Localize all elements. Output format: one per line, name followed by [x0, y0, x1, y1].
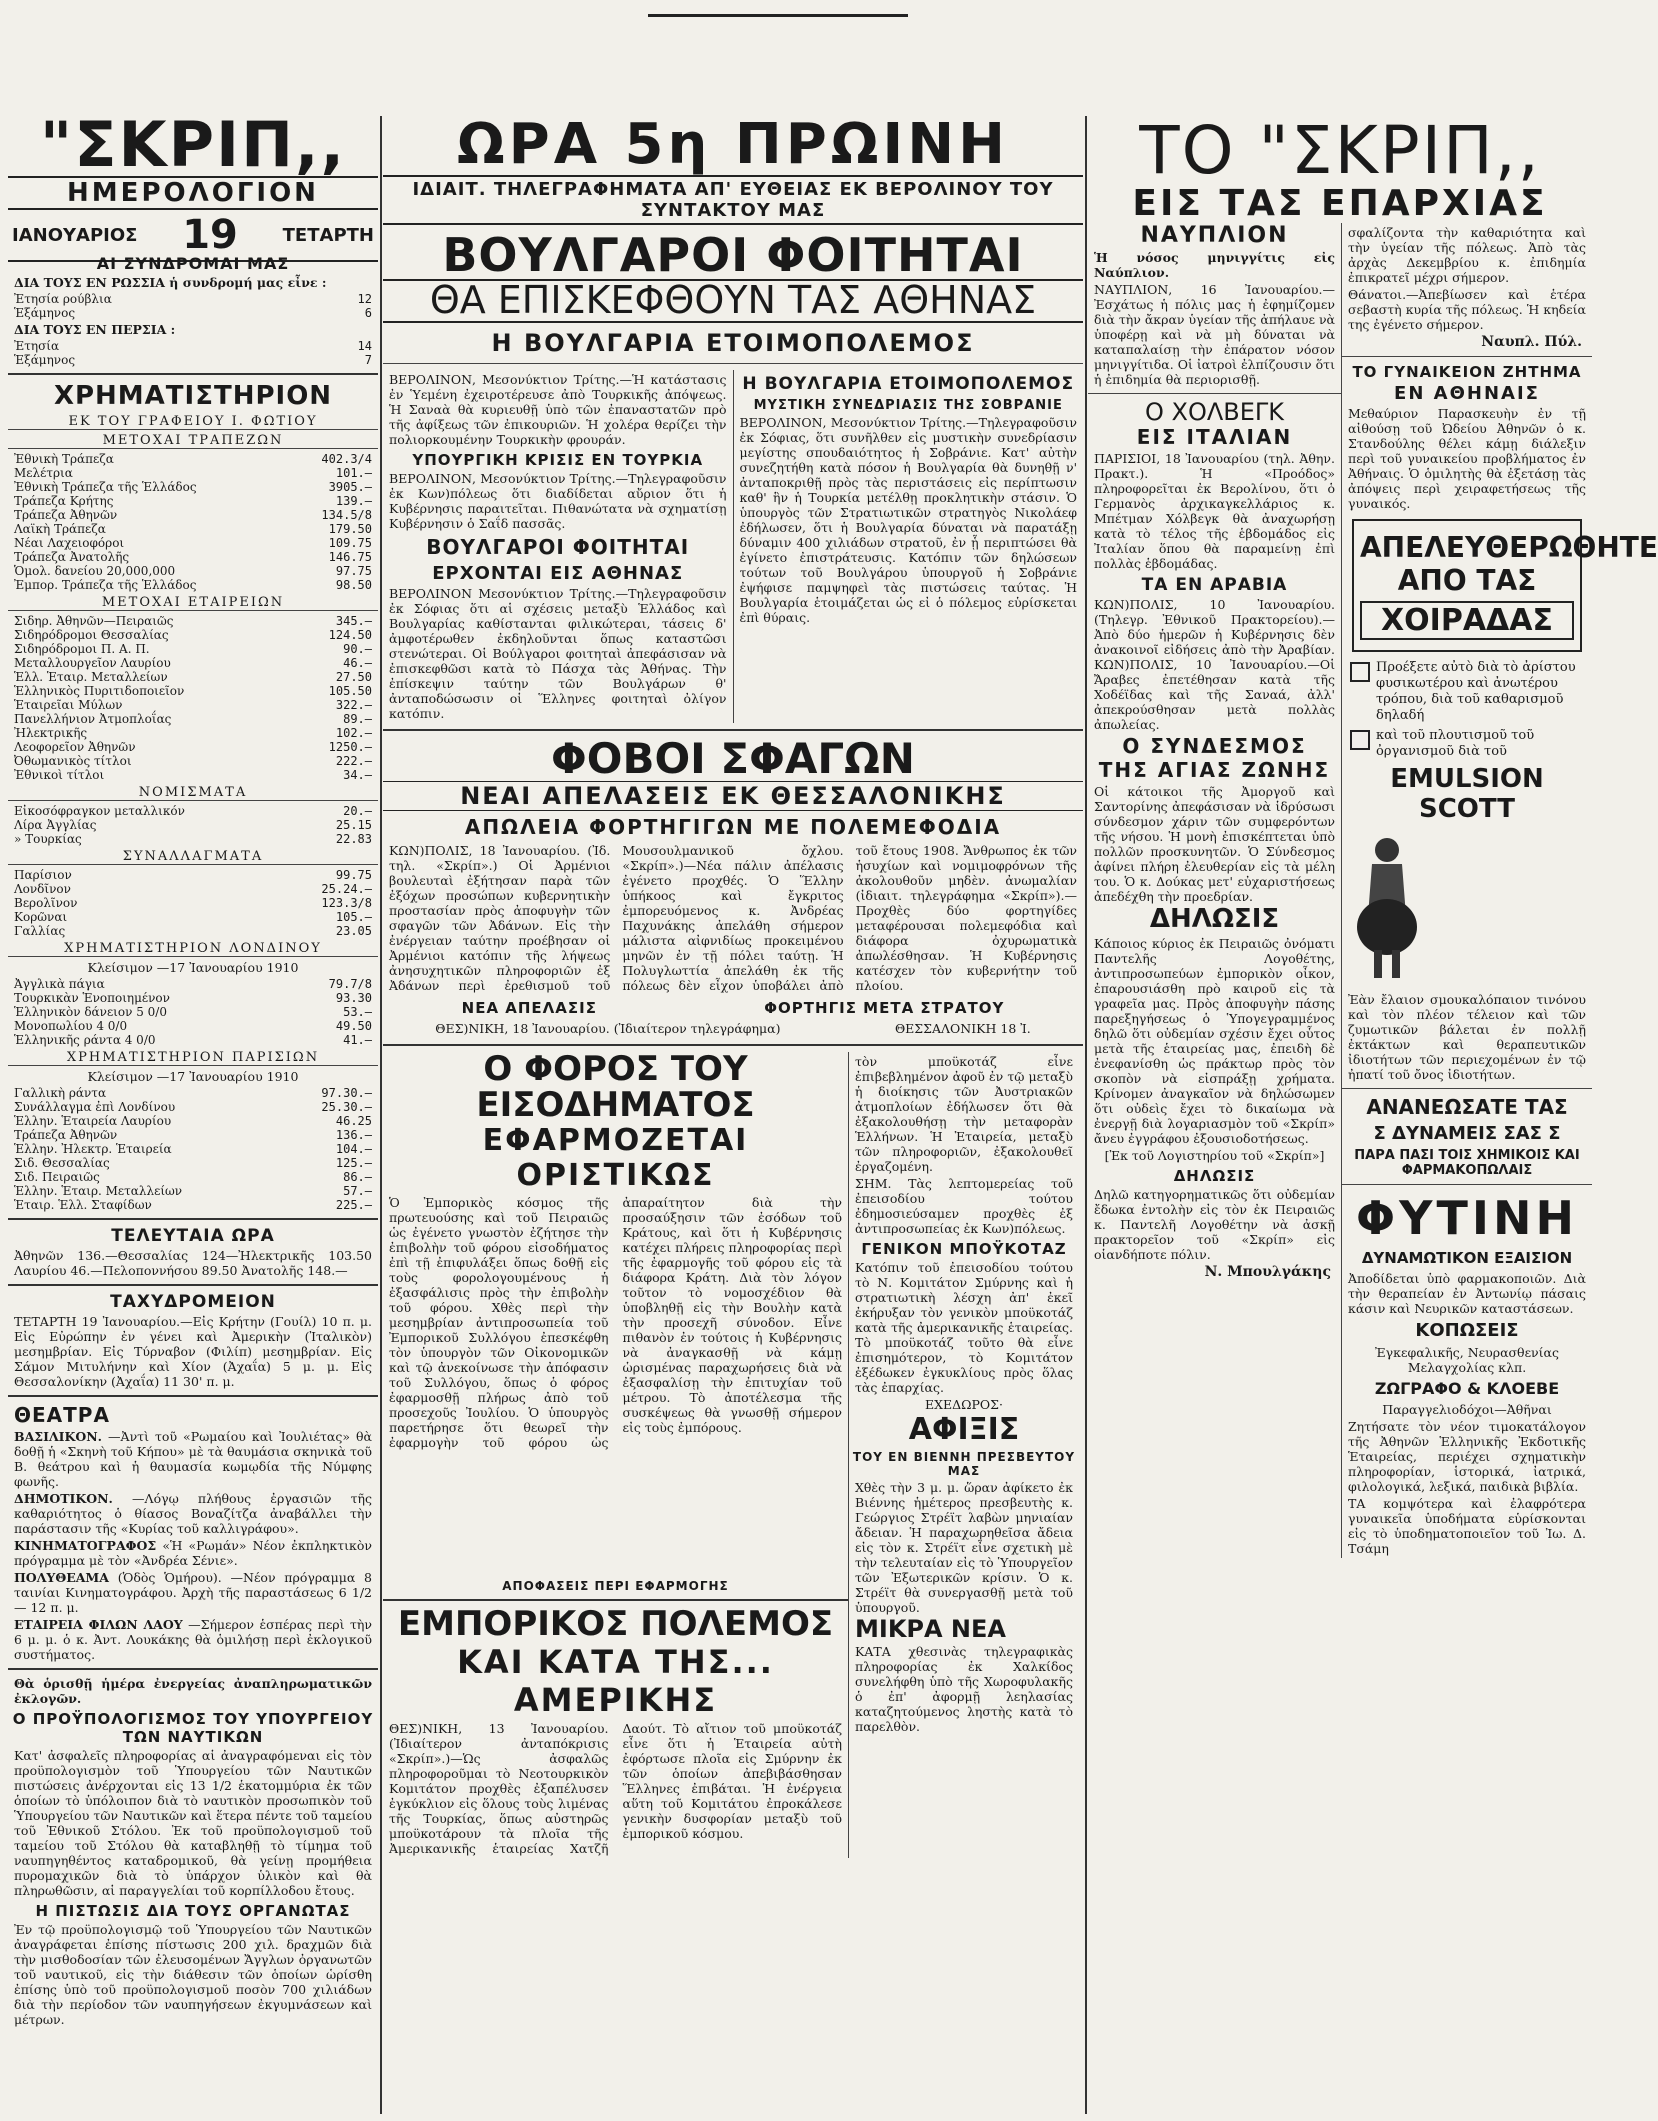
boycott-text: τὸν μποϋκοτάζ εἶνε ἐπιβεβλημένον ἀφοῦ ἐν τῷ μεταξὺ ἡ διοίκησις τῶν Ἀυστριακῶν ἀτμοπλοίων ἐδήλωσεν ὅτι θὰ ἐξακολουθήσῃ τὴν μεταφορὰν Ἑλλήνων. Ἡ Ἑταιρεία, μεταξὺ τῶν πληροφοριῶν, ἐξακολουθεῖ ἐργαζομένη. [855, 1054, 1073, 1175]
ad1-sub: ΧΟΙΡΑΔΑΣ [1360, 601, 1574, 640]
sub-row: Ἐτησία 14 [14, 339, 372, 353]
row-value: 97.75 [335, 564, 372, 578]
ad2-brand: EMULSION SCOTT [1390, 764, 1544, 825]
table-row [14, 1033, 372, 1047]
row-label: Λεοφορεῖον Ἀθηνῶν [14, 740, 136, 754]
fear-headline: ΦΟΒΟΙ ΣΦΑΓΩΝ [551, 733, 915, 783]
row-value: 86.— [343, 1170, 372, 1184]
row-value: 34.— [343, 768, 372, 782]
subscriptions-title: ΑΙ ΣΥΝΔΡΟΜΑΙ ΜΑΣ [96, 254, 290, 273]
news-text: ΚΑΤΑ χθεσινὰς τηλεγραφικὰς πληροφορίας ἐκ Χαλκίδος συνελήφθη ὑπὸ τῆς Χωροφυλακῆς ὁ ἐπ' ἀφορμῇ λεηλασίας καταζητούμενος ληστὴς κατὰ τὸ παρελθὸν. [855, 1643, 1073, 1734]
ad-scrofula [1352, 519, 1658, 652]
row-value: 225.— [335, 1198, 372, 1212]
table-row [14, 642, 372, 656]
navy-budget-title: Ο ΠΡΟΫΠΟΛΟΓΙΣΜΟΣ ΤΟΥ ΥΠΟΥΡΓΕΙΟΥ ΤΩΝ ΝΑΥΤΙΚΩΝ [12, 1710, 374, 1746]
row-label: Σιδ. Πειραιῶς [14, 1170, 100, 1184]
masthead [8, 108, 378, 262]
ad1-title: ΑΠΕΛΕΥΘΕΡΩΘΗΤΕ ΑΠΟ ΤΑΣ [1360, 531, 1658, 598]
declaration-title: ΔΗΛΩΣΙΣ [1149, 904, 1280, 935]
tax-decisions: ΑΠΟΦΑΣΕΙΣ ΠΕΡΙ ΕΦΑΡΜΟΓΗΣ [502, 1579, 729, 1594]
row-value: 125.— [335, 1156, 372, 1170]
date-weekday: ΤΕΤΑΡΤΗ [282, 224, 374, 246]
ad4-sub: ΔΥΝΑΜΩΤΙΚΟΝ ΕΞΑΙΣΙΟΝ [1361, 1249, 1573, 1268]
row-value: 3905.— [328, 480, 372, 494]
tax-text: Ὁ Ἐμπορικὸς κόσμος τῆς πρωτευούσης καὶ τοῦ Πειραιῶς ὡς ἐγένετο γνωστὸν ἐζήτησε τὴν ἐπιβολὴν τοῦ φόρου εἰσοδήματος ἐπὶ τῇ ἐπιφυλάξει ὅπως δοθῇ εἰς τοὺς φορολογουμένους ἡ ἐξασφάλισις πρὸς τὴν ἐπιβολὴν τοῦ φόρου. Χθὲς περὶ τὴν μεσημβρίαν ἀντιπροσωπεία τοῦ Ἐμπορικοῦ Συλλόγου ἐπεσκέφθη τὸν ὑπουργὸν τῶν Οἰκονομικῶν καὶ τῷ ἀνεκοίνωσε τὴν ἀπόφασιν τοῦ Συλλόγου, ὅπως ὁ φόρος ἐφαρμοσθῇ πλήρως ἀπὸ τοῦ προσεχοῦς Ἰουλίου. Ὁ ὑπουργὸς παρετήρησε ὅτι θεωρεῖ τὴν ἐφαρμογὴν τοῦ φόρου ὡς ἀπαραίτητον διὰ τὴν προσαύξησιν τῶν ἐσόδων τοῦ Κράτους, καὶ ὅτι ἡ Κυβέρνησις κατέχει πλήρεις πληροφορίας περὶ τῆς ἐφαρμογῆς τοῦ φόρου εἰς τὰ διάφορα Κράτη. Διὰ τὸν λόγον τοῦτον τὸ νομοσχέδιον θὰ ὑποβληθῇ εἰς τὴν Βουλὴν κατὰ τὴν προσεχῆ σύνοδον. Εἶνε πιθανὸν ἐν τούτοις ἡ Κυβέρνησις νὰ ἀναγκασθῇ νὰ κάμῃ ὡρισμένας παραχωρήσεις διὰ νὰ ἐξασφαλίσῃ τὴν ἐπιτυχίαν τοῦ μέτρου. Τὸ ἀποτέλεσμα τῆς συσκέψεως θὰ γνωσθῇ σήμερον εἰς τοὺς ἐμπόρους. [389, 1195, 842, 1451]
row-value: 105.— [335, 910, 372, 924]
holbek-title: Ο ΧΟΛΒΕΓΚ [1144, 398, 1284, 427]
table-row [14, 991, 372, 1005]
tax-sub: ΕΦΑΡΜΟΖΕΤΑΙ ΟΡΙΣΤΙΚΩΣ [482, 1123, 749, 1194]
nafplion-sign: Ναυπλ. Πύλ. [1481, 334, 1582, 351]
post-title: ΤΑΧΥΔΡΟΜΕΙΟΝ [110, 1292, 276, 1312]
sep-mark: ΕΧΕΔΩΡΟΣ· [924, 1397, 1003, 1413]
main-tagline: ΙΔΙΑΙΤ. ΤΗΛΕΓΡΑΦΗΜΑΤΑ ΑΠ' ΕΥΘΕΙΑΣ ΕΚ ΒΕΡΟΛΙΝΟΥ ΤΟΥ ΣΥΝΤΑΚΤΟΥ ΜΑΣ [383, 175, 1083, 225]
currency-title: ΝΟΜΙΣΜΑΤΑ [8, 785, 378, 801]
declaration2-title: ΔΗΛΩΣΙΣ [1173, 1166, 1256, 1185]
shoes-text: ΤΑ κομψότερα καὶ ἐλαφρότερα γυναικεῖα ὑποδήματα εὑρίσκονται εἰς τὸ ὑποδηματοποιεῖον τοῦ Ἰω. Δ. Τσάμη [1348, 1496, 1586, 1557]
zoni-title: Ο ΣΥΝΔΕΣΜΟΣ [1122, 734, 1307, 759]
row-value: 90.— [343, 642, 372, 656]
theater-item [14, 1491, 372, 1536]
bills-title: ΣΥΝΑΛΛΑΓΜΑΤΑ [8, 849, 378, 865]
theater-text: —Σήμερον ἑσπέρας περὶ τὴν 6 μ. μ. ὁ κ. Ἀντ. Λουκάκης θὰ ὁμιλήσῃ περὶ ἐκλογικοῦ συστήματος. [14, 1617, 372, 1662]
theater-name: ΔΗΜΟΤΙΚΟΝ. [14, 1491, 113, 1506]
sub-row: Ἐτησία ρούβλια 12 [14, 292, 372, 306]
checkbox-square-icon [1350, 662, 1370, 682]
row-label: Εἰκοσόφραγκον μεταλλικόν [14, 804, 185, 818]
news-title: ΜΙΚΡΑ ΝΕΑ [855, 1614, 1006, 1643]
date-month: ΙΑΝΟΥΑΡΙΟΣ [12, 224, 138, 246]
declaration2-text: Δηλῶ κατηγορηματικῶς ὅτι οὐδεμίαν ἔδωκα ἐντολὴν εἰς τὸν ἐκ Πειραιῶς κ. Παντελῆ Λογοθέτην νὰ ἀσκῇ πρακτορεῖον τοῦ «Σκρίπ» εἰς οἱανδήποτε πόλιν. [1094, 1186, 1335, 1262]
ad2-item: Προέξετε αὐτὸ διὰ τὸ ἀρίστου φυσικωτέρου καὶ ἀνωτέρου τρόπου, διὰ τοῦ καθαρισμοῦ δηλαδή [1350, 660, 1584, 724]
row-value: 134.5/8 [321, 508, 372, 522]
holbek-text: ΠΑΡΙΣΙΟΙ, 18 Ἰανουαρίου (τηλ. Ἀθην. Πρακτ.). Ἡ «Προόδος» πληροφορεῖται ἐκ Βερολίνου, ὅτι ὁ Γερμανὸς ἀρχικαγκελλάριος κ. Μπέτμαν Χόλβεγκ θὰ ἀναχωρήσῃ κατὰ τὸ τέλος τῆς ἑβδομάδος εἰς Ἰταλίαν ὅπου θὰ παραμείνῃ ἐπὶ πολλὰς ἑβδομάδας. [1094, 451, 1335, 572]
ad4-place: Παραγγελιοδόχοι—Ἀθῆναι [1382, 1402, 1552, 1418]
students-title2: ΒΟΥΛΓΑΡΟΙ ΦΟΙΤΗΤΑΙ [426, 534, 690, 559]
shm-note: ΣΗΜ. Τὰς λεπτομερείας τοῦ ἐπεισοδίου τούτου ἐδημοσιεύσαμεν προχθὲς ἐξ ἀντιπροσωπείας ἐκ Κων)πόλεως. [855, 1176, 1073, 1237]
table-row [14, 1198, 372, 1212]
row-value: 22.83 [335, 832, 372, 846]
nafplion-text: ΝΑΥΠΛΙΟΝ, 16 Ἰανουαρίου.—Ἐσχάτως ἡ πόλις μας ἡ ἐφημίζομεν διὰ τὴν ἄκραν ὑγείαν τῆς ἀπήλαυε νὰ ὑποφέρῃ καὶ νὰ μὴ δύναται νὰ καταπαλαίσῃ τὴν ἐπάρατον νόσον μηνιγγίτιδα. Οἱ ἰατροὶ ἐλπίζουσιν ὅτι ἡ ἐπιδημία θὰ περιορισθῇ. [1094, 282, 1335, 388]
ship-text: ΘΕΣΣΑΛΟΝΙΚΗ 18 Ἰ. [894, 1021, 1031, 1037]
row-label: Ἐθνικὴ Τράπεζα [14, 452, 114, 466]
theaters-title: ΘΕΑΤΡΑ [14, 1403, 110, 1427]
row-label: Ἐθνικὴ Τράπεζα τῆς Ἑλλάδος [14, 480, 197, 494]
zoni-sub: ΤΗΣ ΑΓΙΑΣ ΖΩΝΗΣ [1098, 758, 1331, 783]
theater-text: —Ἀντὶ τοῦ «Ρωμαίου καὶ Ἰουλιέτας» θὰ δοθῇ ἡ «Σκηνὴ τοῦ Κήπου» μὲ τὰ θαυμάσια σκηνικὰ τοῦ Β. θεάτρου καὶ ἡ θαυμασία κωμῳδία τῆς Νύμφης φωνῆς. [14, 1429, 372, 1489]
row-label: Ἑλληνικὸν δάνειον 5 0/0 [14, 1005, 167, 1019]
row-label: Βερολῖνον [14, 896, 78, 910]
table-row [14, 740, 372, 754]
row-label: Ἑλλην. Ἠλεκτρ. Ἑταιρεία [14, 1142, 172, 1156]
row-value: 89.— [343, 712, 372, 726]
table-row [14, 578, 372, 592]
table-row [14, 832, 372, 846]
bottom-text: Ζητήσατε τὸν νέον τιμοκατάλογον τῆς Ἀθηνῶν Ἑλληνικῆς Ἐκδοτικῆς Ἑταιρείας, περιέχει σχηματικὴν πληροφορίαν, ἱστορικά, ἰατρικά, φιλολογικά, λεξικά, παιδικὰ βιβλία. [1348, 1419, 1586, 1495]
arabia-title: ΤΑ ΕΝ ΑΡΑΒΙΑ [1141, 575, 1288, 596]
bulg-sub: ΜΥΣΤΙΚΗ ΣΥΝΕΔΡΙΑΣΙΣ ΤΗΣ ΣΟΒΡΑΝΙΕ [753, 397, 1063, 413]
row-label: Τράπεζα Κρήτης [14, 494, 114, 508]
newspaper-page [8, 6, 1658, 2114]
declaration-sig: [Ἐκ τοῦ Λογιστηρίου τοῦ «Σκρίπ»] [1104, 1147, 1325, 1163]
row-value: 79.7/8 [328, 977, 372, 991]
crisis-title: ΥΠΟΥΡΓΙΚΗ ΚΡΙΣΙΣ ΕΝ ΤΟΥΡΚΙΑ [412, 450, 704, 469]
table-row [14, 1114, 372, 1128]
exchange-title: ΧΡΗΜΑΤΙΣΤΗΡΙΟΝ [53, 381, 333, 411]
theater-item [14, 1538, 372, 1568]
bulgaria-headline: Η ΒΟΥΛΓΑΡΙΑ ΕΤΟΙΜΟΠΟΛΕΜΟΣ [491, 328, 975, 357]
row-value: 27.50 [335, 670, 372, 684]
column-rule [1085, 116, 1087, 2114]
table-row [14, 910, 372, 924]
ad4-k-text: Ἐγκεφαλικῆς, Νευρασθενίας Μελαγχολίας κλπ. [1375, 1345, 1559, 1376]
row-label: Τράπεζα Ἀνατολῆς [14, 550, 130, 564]
column-rule [380, 116, 382, 2114]
holbek-sub: ΕΙΣ ΙΤΑΛΙΑΝ [1136, 425, 1293, 450]
crisis-text: ΒΕΡΟΛΙΝΟΝ, Μεσονύκτιον Τρίτης.—Τηλεγραφοῦσιν ἐκ Κων)πόλεως ὅτι διαδίδεται αὔριον ὅτι ἡ Κυβέρνησις παραιτεῖται. Πιθανώτατα νὰ σχηματίσῃ Κυβέρνησιν ὁ Σαΐδ πασσᾶς. [389, 470, 727, 531]
fear-sub: ΝΕΑΙ ΑΠΕΛΑΣΕΙΣ ΕΚ ΘΕΣΣΑΛΟΝΙΚΗΣ [383, 781, 1083, 811]
navy-budget-text: Κατ' ἀσφαλεῖς πληροφορίας αἱ ἀναγραφόμεναι εἰς τὸν προϋπολογισμὸν τοῦ Ὑπουργείου τῶν Ναυτικῶν πιστώσεις ἀνέρχονται εἰς 13 1/2 ἑκατομμύρια ἐκ τῶν ὁποίων τὸ ὑπόλοιπον διὰ τὸ ναυτικὸν προσωπικὸν τοῦ Ὑπουργείου τῶν Ναυτικῶν καὶ ἕτερα πέντε τοῦ ταμείου τοῦ Ἐθνικοῦ Στόλου. Ἐκ τοῦ προϋπολογισμοῦ τοῦ ταμείου τοῦ Στόλου θὰ καταβληθῇ τὸ τίμημα τοῦ ναυπηγηθέντος καταδρομικοῦ, θὰ γείνῃ προμήθεια πυρομαχικῶν διὰ τὸ ὑπάρχον ὑλικὸν καὶ θὰ πληρωθῶσιν, αἱ παραγγελίαι τοῦ κορπίλλοδου ἔτους. [14, 1748, 372, 1898]
table-row [14, 868, 372, 882]
row-label: Μονοπωλίου 4 0/0 [14, 1019, 128, 1033]
banks-title: ΜΕΤΟΧΑΙ ΤΡΑΠΕΖΩΝ [8, 433, 378, 449]
table-row [14, 684, 372, 698]
row-label: Σιδηρόδρομοι Π. Α. Π. [14, 642, 150, 656]
column-center [383, 112, 1083, 2114]
new-expulsion-title: ΝΕΑ ΑΠΕΛΑΣΙΣ [461, 999, 597, 1018]
table-row [14, 698, 372, 712]
table-row [14, 818, 372, 832]
theater-item [14, 1570, 372, 1615]
ad4-text: Ἀποδίδεται ὑπὸ φαρμακοποιῶν. Διὰ τὴν θεραπείαν ἐν Ἀντωνίῳ πάσαις κάσιν καὶ Νευρικῶν καταστάσεων. [1348, 1271, 1586, 1317]
theater-name: ΚΙΝΗΜΑΤΟΓΡΑΦΟΣ [14, 1538, 157, 1553]
deaths-text: Θάνατοι.—Ἀπεβίωσεν καὶ ἑτέρα σεβαστὴ κυρία τῆς πόλεως. Ἡ κηδεία της ἐγένετο σήμερον. [1348, 287, 1586, 333]
row-label: Λίρα Ἀγγλίας [14, 818, 97, 832]
table-row [14, 1156, 372, 1170]
london-sub: Κλείσιμον —17 Ἰανουαρίου 1910 [87, 960, 299, 975]
exchange-source: ΕΚ ΤΟΥ ΓΡΑΦΕΙΟΥ Ι. ΦΩΤΙΟΥ [8, 414, 378, 430]
row-value: 179.50 [328, 522, 372, 536]
row-value: 123.3/8 [321, 896, 372, 910]
table-row [14, 522, 372, 536]
row-value: 98.50 [335, 578, 372, 592]
row-value: 102.— [335, 726, 372, 740]
row-value: 139.— [335, 494, 372, 508]
students-sub: ΘΑ ΕΠΙΣΚΕΦΘΟΥΝ ΤΑΣ ΑΘΗΝΑΣ [383, 279, 1083, 323]
last-hour-title: ΤΕΛΕΥΤΑΙΑ ΩΡΑ [111, 1226, 275, 1246]
row-value: 25.30.— [321, 1100, 372, 1114]
women-sub: ΕΝ ΑΘΗΝΑΙΣ [1394, 383, 1540, 405]
bulg-text: ΒΕΡΟΛΙΝΟΝ, Μεσονύκτιον Τρίτης.—Τηλεγραφοῦσιν ἐκ Σόφιας, ὅτι συνῆλθεν εἰς μυστικὴν συνεδρίασιν μεγίστης σπουδαιότητος ἡ Σοβράνιε. Κατ' αὐτὴν συνεζητήθη κατὰ πόσον ἡ Βουλγαρία θὰ δυνηθῇ ν' ἀνταποκριθῇ πρὸς τὰς περιστάσεις εἰς περίπτωσιν καθ' ἣν ἡ Τουρκία μετέλθῃ προκλητικὴν στάσιν. Ὁ ὑπουργὸς τῶν Στρατιωτικῶν στρατηγὸς Νικολάεφ ἐδήλωσεν, ὅτι ἡ Βουλγαρία δύναται νὰ παρατάξῃ δύναμιν 400 χιλιάδων στρατοῦ, ἐν ᾗ περιπτώσει θὰ ἐγίνετο ἐπιστράτευσις. Κατόπιν τῶν δηλώσεων τούτων τοῦ Βουλγάρου ὑπουργοῦ ἡ Σοβράνιε ἐψήφισε παμψηφεὶ τὰς πιστώσεις ταύτας. Ἡ Βουλγαρία ἑτοιμάζεται ὡς εἰ ὁ πόλεμος εὑρίσκεται ἐπὶ θύραις. [739, 414, 1077, 625]
sub-row: Ἑξάμηνος 6 [14, 306, 372, 320]
table-row [14, 1184, 372, 1198]
row-label: Τουρκικὰν Ἑνοποιημένον [14, 991, 170, 1005]
london-list [8, 977, 378, 1047]
row-label: Ἑλληνικῆς ράντα 4 0/0 [14, 1033, 156, 1047]
theater-item [14, 1617, 372, 1662]
paris-list [8, 1086, 378, 1212]
arrival-title: ΑΦΙΞΙΣ [908, 1412, 1020, 1448]
table-row [14, 1086, 372, 1100]
row-value: 41.— [343, 1033, 372, 1047]
sub-row: Ἑξάμηνος 7 [14, 353, 372, 367]
declaration-text: Κάποιος κύριος ἐκ Πειραιῶς ὀνόματι Παντελῆς Λογοθέτης, ἀντιπροσωπεύων ἐμπορικὸν οἶκον, ἐπαρουσιάσθη πρὸ καιροῦ εἰς τὰ γραφεῖα μας. Πρὸς ἀποφυγὴν πάσης παρεξηγήσεως ὁ Ὑπογεγραμμένος δηλῶ ὅτι οὐδεμίαν σχέσιν ἔχει οὗτος μετὰ τῆς ἑταιρείας μας, ἐπειδὴ δὲ ἐνεφανίσθη ὡς πράκτωρ πρὸς τὸν σκοπὸν νὰ εἰσπράξῃ χρήματα. Κρίνομεν ἀναγκαῖον νὰ δηλώσωμεν ὅτι οὐδεὶς ἔχει τὸ δικαίωμα νὰ ἐνεργῇ διὰ λογαριασμὸν τοῦ «Σκρίπ» ἄνευ ἐγγράφου ἐξουσιοδοτήσεως. [1094, 935, 1335, 1146]
table-row [14, 1128, 372, 1142]
trade-headline: ΕΜΠΟΡΙΚΟΣ ΠΟΛΕΜΟΣ [397, 1604, 834, 1645]
ad4-sig: ΖΩΓΡΑΦΟ & ΚΛΟΕΒΕ [1374, 1379, 1560, 1399]
table-row [14, 494, 372, 508]
table-row [14, 628, 372, 642]
table-row [14, 550, 372, 564]
provinces-sub: ΕΙΣ ΤΑΣ ΕΠΑΡΧΙΑΣ [1132, 183, 1548, 225]
row-label: Γαλλίας [14, 924, 66, 938]
row-label: Ἑλλην. Ἑταιρεία Λαυρίου [14, 1114, 172, 1128]
row-value: 136.— [335, 1128, 372, 1142]
ad2-item: καὶ τοῦ πλουτισμοῦ τοῦ ὀργανισμοῦ διὰ τοῦ [1350, 728, 1584, 760]
theater-item [14, 1429, 372, 1489]
row-value: 53.— [343, 1005, 372, 1019]
thess-text: ΘΕΣ)ΝΙΚΗ, 18 Ἰανουαρίου. (Ἰδιαίτερον τηλεγράφημα) [435, 1021, 781, 1037]
ad2-text: Ἐὰν ἔλαιον σμουκαλόπαιον τινόνου καὶ τὸν πλέον τέλειον καὶ τῶν ζυμωτικῶν βάλεται ἐν πολλῇ ἐκτάκτων καὶ θεραπευτικῶν ἰδιοτήτων τῶν περιεχομένων ἐν τῷ ἠπατί τοῦ ὄνος ἰδιοτήτων. [1348, 992, 1586, 1083]
row-value: 322.— [335, 698, 372, 712]
ad3-sub2: ΠΑΡΑ ΠΑΣΙ ΤΟΙΣ ΧΗΜΙΚΟΙΣ ΚΑΙ ΦΑΡΜΑΚΟΠΩΛΑΙΣ [1354, 1148, 1580, 1179]
row-value: 93.30 [335, 991, 372, 1005]
nafplion-lead: Ἡ νόσος μηνιγγίτις εἰς Ναύπλιον. [1094, 250, 1335, 281]
provinces-title: ΤΟ "ΣΚΡΙΠ,, [1139, 112, 1541, 189]
row-label: Πανελλήνιον Ἀτμοπλοΐας [14, 712, 172, 726]
row-value: 345.— [335, 614, 372, 628]
row-label: Γαλλικὴ ράντα [14, 1086, 107, 1100]
row-label: Τράπεζα Ἀθηνῶν [14, 1128, 118, 1142]
row-value: 99.75 [335, 868, 372, 882]
ad3-title: ΑΝΑΝΕΩΣΑΤΕ ΤΑΣ [1366, 1095, 1568, 1120]
nafplion-right: σφαλίζοντα τὴν καθαριότητα καὶ τὴν ὑγείαν τῆς πόλεως. Ἀπὸ τὰς ἀρχὰς Δεκεμβρίου κ. ἐπιδημία ἐπικρατεῖ μέχρι σήμερον. [1348, 225, 1586, 286]
table-row [14, 508, 372, 522]
row-label: Συνάλλαγμα ἐπὶ Λονδίνου [14, 1100, 176, 1114]
row-value: 25.24.— [321, 882, 372, 896]
row-value: 1250.— [328, 740, 372, 754]
row-value: 104.— [335, 1142, 372, 1156]
row-value: 222.— [335, 754, 372, 768]
boycott-text2: Κατόπιν τοῦ ἐπεισοδίου τούτου τὸ Ν. Κομιτάτον Σμύρνης καὶ ἡ στρατιωτικὴ λέσχη ἀπ' ἐκεῖ ἐκήρυξαν τὸν γενικὸν μποϋκοτάζ κατὰ τῆς ἀμερικανικῆς ἑταιρείας. Τὸ μποϋκοτάζ τοῦτο θὰ εἶνε ἐπισημότερον, τὸ Κομιτάτον ἐξέδωκεν ἐγκυκλίους πρὸς ὅλας τὰς ἐπαρχίας. [855, 1260, 1073, 1396]
table-row [14, 670, 372, 684]
table-row [14, 726, 372, 740]
fear-sub2: ΑΠΩΛΕΙΑ ΦΟΡΤΗΓΙΓΩΝ ΜΕ ΠΟΛΕΜΕΦΟΔΙΑ [464, 815, 1002, 840]
navy-credit-text: Ἐν τῷ προϋπολογισμῷ τοῦ Ὑπουργείου τῶν Ναυτικῶν ἀναγράφεται ἐπίσης πίστωσις 200 χιλ. δραχμῶν διὰ τὴν μισθοδοσίαν τῶν ἐλευσομένων Ἄγγλων ὀργανωτῶν τοῦ ναυτικοῦ, εἰς τὴν διάθεσιν τῶν ὁποίων ὡρίσθη ἐπίσης ὑπὸ τοῦ προϋπολογισμοῦ ποσὸν 700 χιλιάδων διὰ τὴν περίοδον τῶν ναυπηγήσεων ἐκγυμνάσεων καὶ μέτρων. [14, 1922, 372, 2027]
table-row [14, 452, 372, 466]
theater-name: ΕΤΑΙΡΕΙΑ ΦΙΛΩΝ ΛΑΟΥ [14, 1617, 183, 1632]
nafplion-title: ΝΑΥΠΛΙΟΝ [1140, 223, 1289, 249]
masthead-name: "ΣΚΡΙΠ,, [39, 108, 347, 181]
post-text: ΤΕΤΑΡΤΗ 19 Ἰανουαρίου.—Εἰς Κρήτην (Γουίλ) 10 π. μ. Εἰς Εὐρώπην ἐν γένει καὶ Ἀμερικὴν (Ἰταλικὸν) μεσημβρίαν. Εἰς Τύρναβον (Φιλίπ) μεσημβρίαν. Εἰς Σάμον Μιτυλήνην καὶ Χίον (Ἀχαΐα) 5 μ. μ. Εἰς Θεσσαλονίκην (Ἀχαΐα) 11 30' π. μ. [14, 1314, 372, 1389]
col1-lead: Θὰ ὁρισθῇ ἡμέρα ἐνεργείας ἀναπληρωματικῶν ἐκλογῶν. [14, 1676, 372, 1706]
theater-text: —Λόγῳ πλήθους ἐργασιῶν τῆς καθαριότητος ὁ θίασος Βοναζίτζα ἀναβάλλει τὴν παράστασιν τῆς «Κυρίας τοῦ καλλιγράφου». [14, 1491, 372, 1536]
paris-title: ΧΡΗΜΑΤΙΣΤΗΡΙΟΝ ΠΑΡΙΣΙΩΝ [8, 1050, 378, 1066]
table-row [14, 768, 372, 782]
table-row [14, 896, 372, 910]
column-left [8, 248, 378, 2114]
theater-text: «Ἡ «Ρωμάν» Νέον ἐκπληκτικὸν πρόγραμμα μὲ τὸν «Ἀνδρέα Σένιε». [14, 1538, 372, 1568]
checkbox-square-icon [1350, 730, 1370, 750]
row-label: Λονδῖνον [14, 882, 71, 896]
bulg-title: Η ΒΟΥΛΓΑΡΙΑ ΕΤΟΙΜΟΠΟΛΕΜΟΣ [742, 373, 1075, 394]
table-row [14, 480, 372, 494]
boycott-title: ΓΕΝΙΚΟΝ ΜΠΟΫΚΟΤΑΖ [861, 1240, 1067, 1259]
theater-text: (Ὁδὸς Ὁμήρου). —Νέον πρόγραμμα 8 ταινίαι Κινηματογράφου. Ἀρχὴ τῆς παραστάσεως 6 1/2 — 12 π. μ. [14, 1570, 372, 1615]
row-label: Ἐμπορ. Τράπεζα τῆς Ἑλλάδος [14, 578, 197, 592]
row-label: Σιδ. Θεσσαλίας [14, 1156, 110, 1170]
tax-headline: Ο ΦΟΡΟΣ ΤΟΥ ΕΙΣΟΔΗΜΑΤΟΣ [476, 1049, 755, 1125]
table-row [14, 1019, 372, 1033]
trade-sub: ΚΑΙ ΚΑΤΑ ΤΗΣ... ΑΜΕΡΙΚΗΣ [457, 1643, 774, 1720]
table-row [14, 1100, 372, 1114]
students-text: ΒΕΡΟΛΙΝΟΝ Μεσονύκτιον Τρίτης.—Τηλεγραφοῦσιν ἐκ Σόφιας ὅτι αἱ σχέσεις μεταξὺ Ἑλλάδος καὶ Βουλγαρίας καθίστανται φιλικώτεραι, τάσεις δ' ἀμφοτέρωθεν ἐκδηλοῦνται ὅπως καταστῶσι στενώτεραι. Οἱ Βούλγαροι φοιτηταὶ ἀπεφάσισαν νὰ ἐπισκεφθῶσι κατὰ τὸ Πάσχα τὰς Ἀθήνας. Τὴν ἐπίσκεψιν ταύτην τῶν Βουλγάρων θ' ἀνταποδώσωσιν οἱ Ἕλληνες φοιτηταὶ ὀλίγον κατόπιν. [389, 585, 727, 721]
arabia-text: ΚΩΝ)ΠΟΛΙΣ, 10 Ἰανουαρίου. (Τηλεγρ. Ἐθνικοῦ Πρακτορείου).—Ἀπὸ δύο ἡμερῶν ἡ Κυβέρνησις δὲν ἀνακοινοῖ εἰδήσεις ἀπὸ τὴν Ἀραβίαν. ΚΩΝ)ΠΟΛΙΣ, 10 Ἰανουαρίου.—Οἱ Ἄραβες ἐπετέθησαν κατὰ τῆς Χοδέϊδας καὶ τῆς Σαναά, ἀλλ' ἀπεκρούσθησαν μετὰ πολλὰς ἀπωλείας. [1094, 597, 1335, 733]
table-row [14, 1170, 372, 1184]
row-label: Ἑλληνικὸς Πυριτιδοποιεῖον [14, 684, 185, 698]
row-label: Ἀγγλικὰ πάγια [14, 977, 105, 991]
fear-text: ΚΩΝ)ΠΟΛΙΣ, 18 Ἰανουαρίου. (Ἰδ. τηλ. «Σκρίπ».) Οἱ Ἀρμένιοι βουλευταὶ ἐξήτησαν παρὰ τῶν ἐξόχων προσώπων κυβερνητικὴν προστασίαν πρὸς ἀποφυγὴν τῶν σφαγῶν τῶν Ἀδάνων. Εἰς τὴν ἐνέργειαν ταύτην προέβησαν οἱ Ἀρμένιοι κατόπιν τῆς λήψεως ἀνησυχητικῶν πληροφοριῶν ἐξ Ἀδάνων περὶ ἐρεθισμοῦ τοῦ Μουσουλμανικοῦ ὄχλου. «Σκρίπ».)—Νέα πάλιν ἀπέλασις ἐγένετο προχθές. Ὁ Ἕλλην ὑπήκοος καὶ ἔγκριτος ἐμπορευόμενος κ. Ἀνδρέας Παχυνάκης ἀπελάθη σήμερον μάλιστα αἰφνιδίως προκειμένου μηνῶν ἐν τῇ πόλει ταύτῃ. Ἡ Πολυγλωττία ἀπελάθη ἐκ τῆς πόλεως δὲν εἶχον ὑποβάλει ἀπὸ τοῦ ἔτους 1908. Ἄνθρωπος ἐκ τῶν ἡσυχίων καὶ νομιμοφρόνων τῆς ἀκολουθοῦν μηδὲν. ἀνωμαλίαν (ἰδιαιτ. τηλεγράφημα «Σκρίπ»).—Προχθὲς δύο φορτηγίδες μεταφέρουσαι πολεμεφόδια καὶ διάφορα ὀχυρωματικὰ ἀπωλέσθησαν. Ἡ Κυβέρνησις κατέσχεν τὸν κυβερνήτην τοῦ πλοίου. [389, 843, 1077, 994]
trade-text: ΘΕΣ)ΝΙΚΗ, 13 Ἰανουαρίου. (Ἰδιαίτερον ἀνταπόκρισις «Σκρίπ».)—Ὡς ἀσφαλῶς πληροφοροῦμαι τὸ Νεοτουρκικὸν Κομιτάτον προχθὲς ἐξαπέλυσεν ἐγκύκλιον εἰς ὅλους τοὺς λιμένας τῆς Τουρκίας, ὅπως αὐστηρῶς μποϋκοτάρουν τὰ πλοῖα τῆς Ἀμερικανικῆς ἑταιρείας Χατζῆ Δαούτ. Τὸ αἴτιον τοῦ μποϋκοτάζ εἶνε ὅτι ἡ Ἑταιρεία αὐτὴ ἐφόρτωσε πλοῖα εἰς Σμύρνην ἐκ τῶν ὁποίων ἀπεβιβάσθησαν Ἕλληνες ἐπιβάται. Ἡ ἐνέργεια αὕτη τοῦ Κομιτάτου ἐπροκάλεσε γενικὴν δυσφορίαν μεταξὺ τοῦ ἐμπορικοῦ κόσμου. [389, 1721, 842, 1857]
row-value: 97.30.— [321, 1086, 372, 1100]
row-label: Σιδηρόδρομοι Θεσσαλίας [14, 628, 169, 642]
masthead-subtitle: ΗΜΕΡΟΛΟΓΙΟΝ [8, 176, 378, 210]
row-label: Κορῶναι [14, 910, 68, 924]
row-value: 402.3/4 [321, 452, 372, 466]
bills-list [8, 868, 378, 938]
row-label: Λαϊκὴ Τράπεζα [14, 522, 106, 536]
women-text: Μεθαύριον Παρασκευὴν ἐν τῇ αἰθούσῃ τοῦ Ὠδείου Ἀθηνῶν ὁ κ. Στανδούλης θέλει κάμῃ διάλεξιν περὶ τοῦ γυναικείου προβλήματος ἐν Ἀθήναις. Ὁ ὁμιλητὴς θὰ ἐξετάσῃ τὰς ἀπόψεις περὶ χειραφετήσεως τῆς γυναικός. [1348, 406, 1586, 512]
row-label: Ἑταιρ. Ἑλλ. Σταφίδων [14, 1198, 152, 1212]
zoni-text: Οἱ κάτοικοι τῆς Ἀμοργοῦ καὶ Σαντορίνης ἀπεφάσισαν νὰ ἱδρύσωσι σύνδεσμον χάριν τῶν συμφερόντων τῆς νήσου. Ἡ μονὴ ἐπισκέπτεται ὑπὸ πολλῶν προσκυνητῶν. Ὁ Σύνδεσμος ἀφίνει πλήρη ἐλευθερίαν εἰς τὰ μέλη του. Ὁ κ. Δούκας μετ' εὐχαριστήσεως ἀπεδέχθη τὴν προεδρίαν. [1094, 784, 1335, 905]
row-label: Νέαι Λαχειοφόροι [14, 536, 125, 550]
theater-name: ΠΟΛΥΘΕΑΜΑ [14, 1570, 109, 1585]
row-label: Τράπεζα Ἀθηνῶν [14, 508, 118, 522]
row-value: 109.75 [328, 536, 372, 550]
row-label: Ἑλλ. Ἑταιρ. Μεταλλείων [14, 670, 168, 684]
row-value: 20.— [343, 804, 372, 818]
banks-list [8, 452, 378, 592]
ship-lost-title: ΦΟΡΤΗΓΙΣ ΜΕΤΑ ΣΤΡΑΤΟΥ [764, 999, 1005, 1018]
theater-name: ΒΑΣΙΛΙΚΟΝ. [14, 1429, 103, 1444]
row-label: Ὁμολ. δανείου 20,000,000 [14, 564, 176, 578]
table-row [14, 466, 372, 480]
table-row [14, 1005, 372, 1019]
table-row [14, 754, 372, 768]
column-right [1088, 112, 1658, 2114]
london-title: ΧΡΗΜΑΤΙΣΤΗΡΙΟΝ ΛΟΝΔΙΝΟΥ [8, 941, 378, 957]
row-label: Ἠλεκτρικῆς [14, 726, 88, 740]
last-hour-text: Ἀθηνῶν 136.—Θεσσαλίας 124—Ἠλεκτρικῆς 103.50 Λαυρίου 46.—Πελοποννήσου 89.50 Ἀνατολῆς 148.— [14, 1248, 372, 1278]
subscriptions-russia: ΔΙΑ ΤΟΥΣ ΕΝ ΡΩΣΣΙΑ ἡ συνδρομή μας εἶνε : [14, 275, 327, 290]
row-value: 124.50 [328, 628, 372, 642]
row-label: Παρίσιον [14, 868, 72, 882]
arrival-text: Χθὲς τὴν 3 μ. μ. ὥραν ἀφίκετο ἐκ Βιέννης ἡμέτερος πρεσβευτὴς κ. Γεώργιος Στρέϊτ λαβὼν μηνιαίαν ἄδειαν. Ἡ παραχωρηθεῖσα ἄδεια εἰς τὸν κ. Στρέϊτ εἶνε σχετικὴ μὲ τὴν τελευταίαν εἰς τὸ Ὑπουργεῖον τῶν Ἐξωτερικῶν κρίσιν. Ὁ κ. Στρέϊτ θὰ συνεργασθῇ μετὰ τοῦ ὑπουργοῦ. [855, 1479, 1073, 1615]
row-label: Ἑταιρεῖαι Μύλων [14, 698, 123, 712]
row-label: Ὀθωμανικὸς τίτλοι [14, 754, 132, 768]
row-value: 25.15 [335, 818, 372, 832]
arrival-sub: ΤΟΥ ΕΝ ΒΙΕΝΝΗ ΠΡΕΣΒΕΥΤΟΥ ΜΑΣ [852, 1449, 1076, 1478]
table-row [14, 656, 372, 670]
declaration2-sig: Ν. Μπουλγάκης [1204, 1263, 1331, 1280]
navy-credit-title: Η ΠΙΣΤΩΣΙΣ ΔΙΑ ΤΟΥΣ ΟΡΓΑΝΩΤΑΣ [35, 1902, 351, 1920]
table-row [14, 977, 372, 991]
fisherman-figure-icon [1342, 832, 1432, 982]
berlin-report: ΒΕΡΟΛΙΝΟΝ, Μεσονύκτιον Τρίτης.—Ἡ κατάστασις ἐν Ὑεμένη ἐχειροτέρευσε ἀπὸ Τουρκικῆς ἀπόψεως. Ἡ Σαναὰ θὰ κυριευθῇ ὑπὸ τῶν ἐπαναστατῶν πρὸ τῆς ἀφίξεως τῶν ἐπικουριῶν. Ἡ χολέρα θερίζει τὴν πολιορκουμένην Τουρκικὴν φρουράν. [389, 371, 727, 447]
currency-list [8, 804, 378, 846]
row-value: 105.50 [328, 684, 372, 698]
table-row [14, 1142, 372, 1156]
row-value: 23.05 [335, 924, 372, 938]
women-title: ΤΟ ΓΥΝΑΙΚΕΙΟΝ ΖΗΤΗΜΑ [1352, 363, 1582, 382]
row-label: » Τουρκίας [14, 832, 82, 846]
top-rule [648, 14, 908, 17]
row-value: 146.75 [328, 550, 372, 564]
table-row [14, 614, 372, 628]
ad4-k: ΚΟΠΩΣΕΙΣ [1415, 1320, 1519, 1342]
row-value: 49.50 [335, 1019, 372, 1033]
ad3-sub: Σ ΔΥΝΑΜΕΙΣ ΣΑΣ Σ [1373, 1123, 1561, 1145]
date-day: 19 [182, 212, 238, 258]
theaters-list [8, 1429, 378, 1662]
table-row [14, 536, 372, 550]
row-value: 57.— [343, 1184, 372, 1198]
table-row [14, 924, 372, 938]
row-label: Μελέτρια [14, 466, 73, 480]
subscriptions-persia: ΔΙΑ ΤΟΥΣ ΕΝ ΠΕΡΣΙΑ : [14, 322, 176, 337]
row-label: Ἐθνικοὶ τίτλοι [14, 768, 105, 782]
row-label: Ἑλλην. Ἑταιρ. Μεταλλείων [14, 1184, 183, 1198]
students-sub2: ΕΡΧΟΝΤΑΙ ΕΙΣ ΑΘΗΝΑΣ [432, 562, 684, 584]
paris-sub: Κλείσιμον —17 Ἰανουαρίου 1910 [87, 1069, 299, 1084]
row-value: 101.— [335, 466, 372, 480]
table-row [14, 882, 372, 896]
students-headline: ΒΟΥΛΓΑΡΟΙ ΦΟΙΤΗΤΑΙ [442, 227, 1024, 282]
companies-title: ΜΕΤΟΧΑΙ ΕΤΑΙΡΕΙΩΝ [8, 595, 378, 611]
row-label: Μεταλλουργεῖον Λαυρίου [14, 656, 171, 670]
row-value: 46.— [343, 656, 372, 670]
table-row [14, 564, 372, 578]
row-label: Σιδηρ. Ἀθηνῶν—Πειραιῶς [14, 614, 174, 628]
ad4-title: ΦΥΤΙΝΗ [1356, 1191, 1578, 1246]
row-value: 46.25 [335, 1114, 372, 1128]
table-row [14, 804, 372, 818]
companies-list [8, 614, 378, 782]
table-row [14, 712, 372, 726]
main-headline: ΩΡΑ 5η ΠΡΩΙΝΗ [457, 112, 1009, 177]
